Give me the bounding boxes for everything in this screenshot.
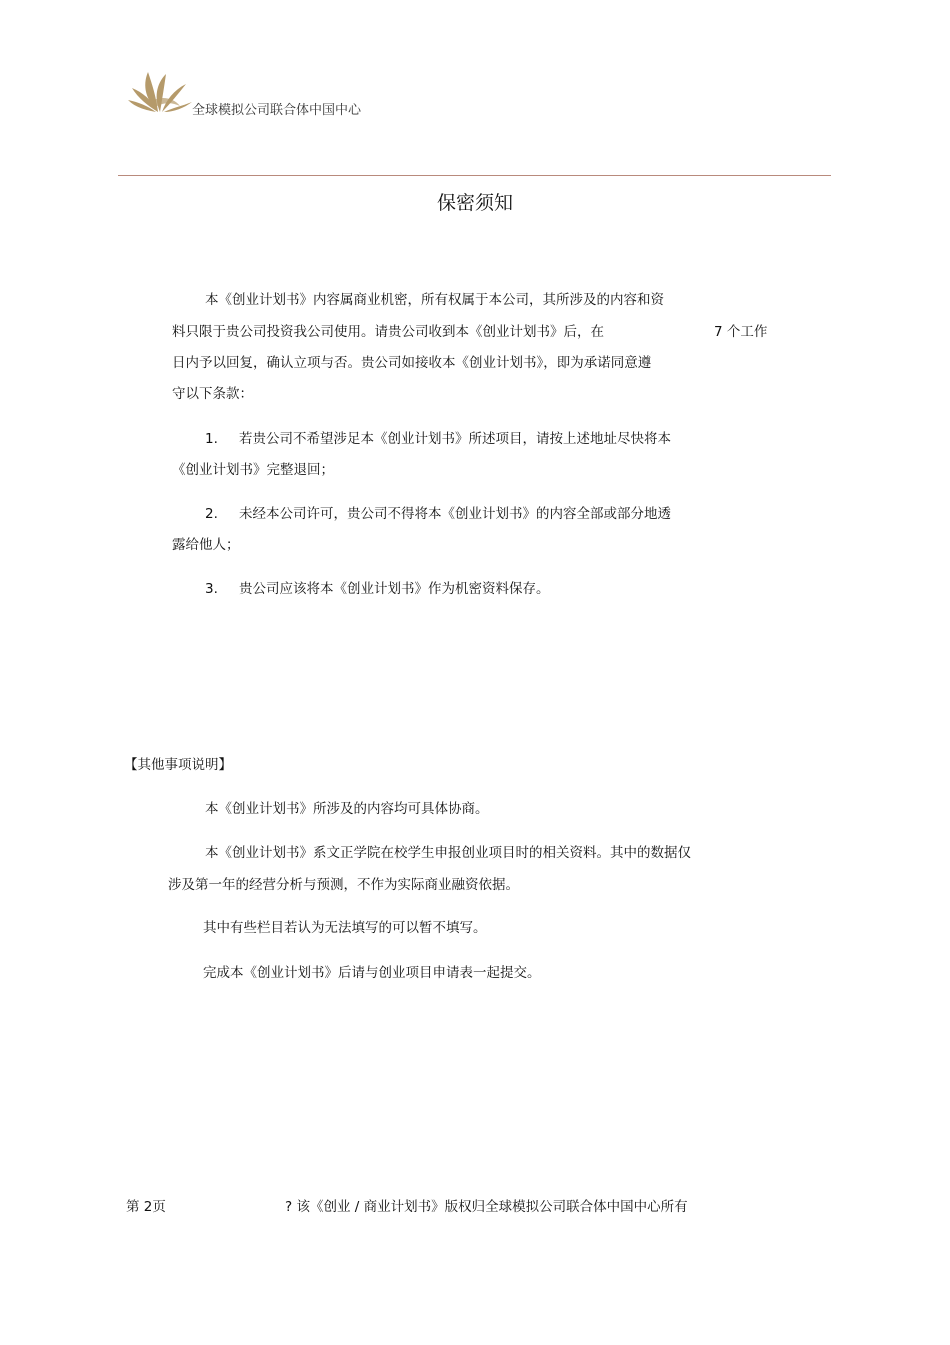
- org-name: 全球模拟公司联合体中国中心: [192, 103, 362, 118]
- intro-line-1: 本《创业计划书》内容属商业机密，所有权属于本公司，其所涉及的内容和资: [205, 292, 664, 308]
- term-2-line-1: 未经本公司许可，贵公司不得将本《创业计划书》的内容全部或部分地透: [239, 506, 671, 522]
- term-2: [205, 502, 671, 522]
- header-divider: [118, 175, 831, 176]
- other-p2-line-1: 本《创业计划书》系文正学院在校学生申报创业项目时的相关资料。其中的数据仅: [205, 845, 691, 861]
- other-p1: 本《创业计划书》所涉及的内容均可具体协商。: [205, 801, 489, 817]
- term-1-line-1: 若贵公司不希望涉足本《创业计划书》所述项目，请按上述地址尽快将本: [239, 431, 671, 447]
- term-1-line-2: 《创业计划书》完整退回；: [172, 462, 334, 478]
- footer-page-number: 第 2页: [126, 1199, 166, 1215]
- term-2-number: 2.: [205, 506, 218, 522]
- term-3-line-1: 贵公司应该将本《创业计划书》作为机密资料保存。: [239, 581, 550, 597]
- term-3-number: 3.: [205, 581, 218, 597]
- other-p3: 其中有些栏目若认为无法填写的可以暂不填写。: [203, 920, 487, 936]
- term-3: [205, 577, 550, 597]
- other-p2-line-2: 涉及第一年的经营分析与预测，不作为实际商业融资依据。: [168, 877, 519, 893]
- other-p4: 完成本《创业计划书》后请与创业项目申请表一起提交。: [203, 965, 541, 981]
- page-title: 保密须知: [436, 192, 513, 214]
- intro-line-2: 料只限于贵公司投资我公司使用。请贵公司收到本《创业计划书》后，在: [172, 324, 604, 340]
- term-2-line-2: 露给他人；: [172, 537, 240, 553]
- intro-line-4: 守以下条款：: [172, 386, 253, 402]
- term-1: [205, 427, 671, 447]
- term-1-number: 1.: [205, 431, 218, 447]
- intro-line-3: 日内予以回复，确认立项与否。贵公司如接收本《创业计划书》，即为承诺同意遵: [172, 355, 652, 371]
- intro-line-2-days: 7 个工作: [714, 324, 768, 340]
- other-heading: 【其他事项说明】: [124, 757, 232, 773]
- lotus-logo-icon: [128, 70, 192, 116]
- footer-copyright: ? 该《创业 / 商业计划书》版权归全球模拟公司联合体中国中心所有: [285, 1199, 688, 1215]
